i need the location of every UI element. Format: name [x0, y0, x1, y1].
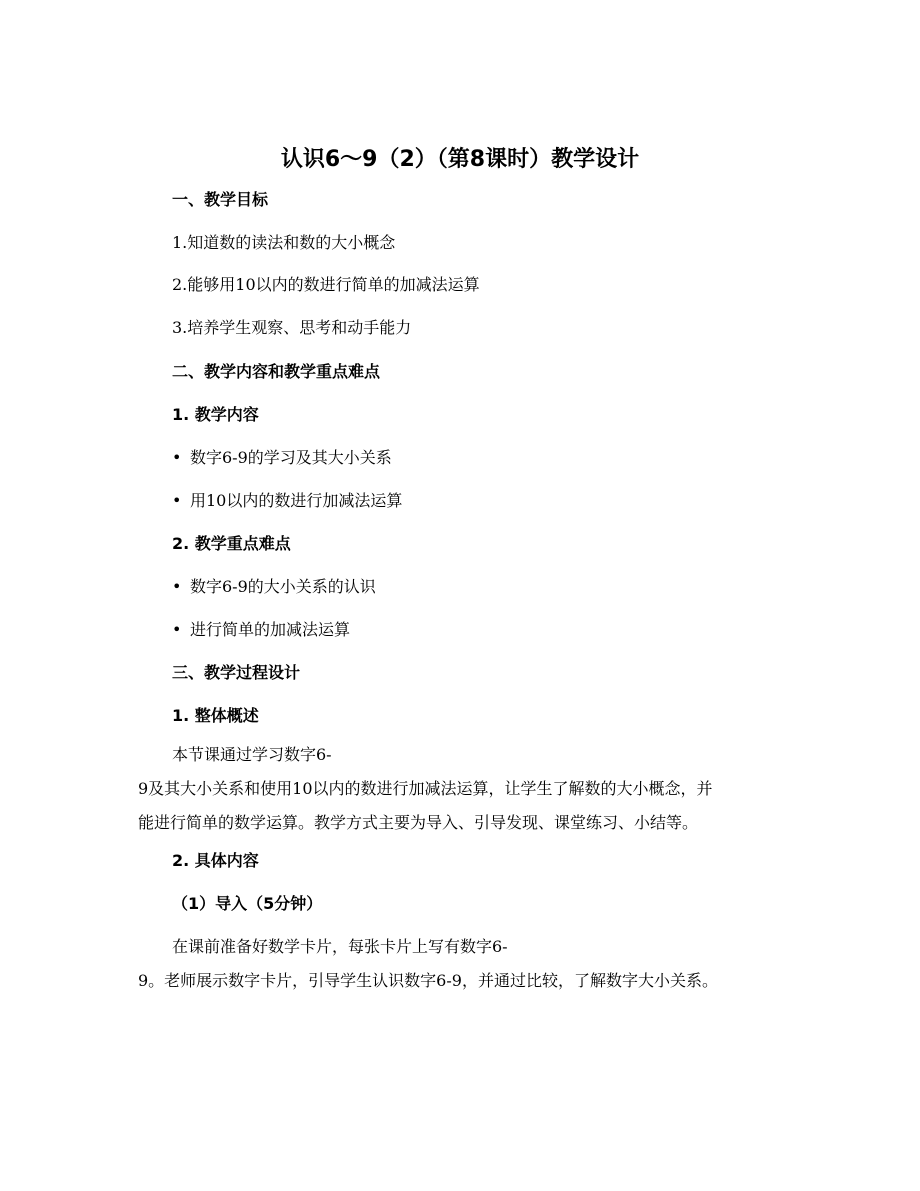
bullet-item: • 进行简单的加减法运算 — [172, 618, 350, 642]
bullet-item: • 数字6-9的学习及其大小关系 — [172, 446, 392, 470]
overview-paragraph — [138, 738, 788, 840]
bullet-item: • 数字6-9的大小关系的认识 — [172, 575, 376, 599]
intro-paragraph — [138, 930, 788, 998]
paragraph-line: 9。老师展示数字卡片，引导学生认识数字6-9，并通过比较，了解数字大小关系。 — [138, 971, 718, 990]
objective-item: 2.能够用10以内的数进行简单的加减法运算 — [172, 275, 480, 294]
paragraph-line: 9及其大小关系和使用10以内的数进行加减法运算，让学生了解数的大小概念，并 — [138, 779, 713, 798]
subsection-heading: 1. 教学内容 — [172, 405, 259, 424]
step-heading: （1）导入（5分钟） — [172, 894, 323, 913]
section-heading-process: 三、教学过程设计 — [172, 663, 301, 682]
paragraph-line: 在课前准备好数学卡片，每张卡片上写有数字6- — [172, 937, 508, 956]
document-title: 认识6～9（2）（第8课时）教学设计 — [280, 147, 640, 172]
bullet-item: • 用10以内的数进行加减法运算 — [172, 489, 402, 513]
subsection-heading: 1. 整体概述 — [172, 706, 259, 725]
section-heading-content: 二、教学内容和教学重点难点 — [172, 362, 381, 381]
subsection-heading: 2. 教学重点难点 — [172, 534, 291, 553]
paragraph-line: 能进行简单的数学运算。教学方式主要为导入、引导发现、课堂练习、小结等。 — [138, 813, 699, 832]
paragraph-line: 本节课通过学习数字6- — [172, 745, 332, 764]
subsection-heading: 2. 具体内容 — [172, 851, 259, 870]
objective-item: 3.培养学生观察、思考和动手能力 — [172, 318, 412, 337]
section-heading-objectives: 一、教学目标 — [172, 190, 269, 209]
objective-item: 1.知道数的读法和数的大小概念 — [172, 233, 396, 252]
